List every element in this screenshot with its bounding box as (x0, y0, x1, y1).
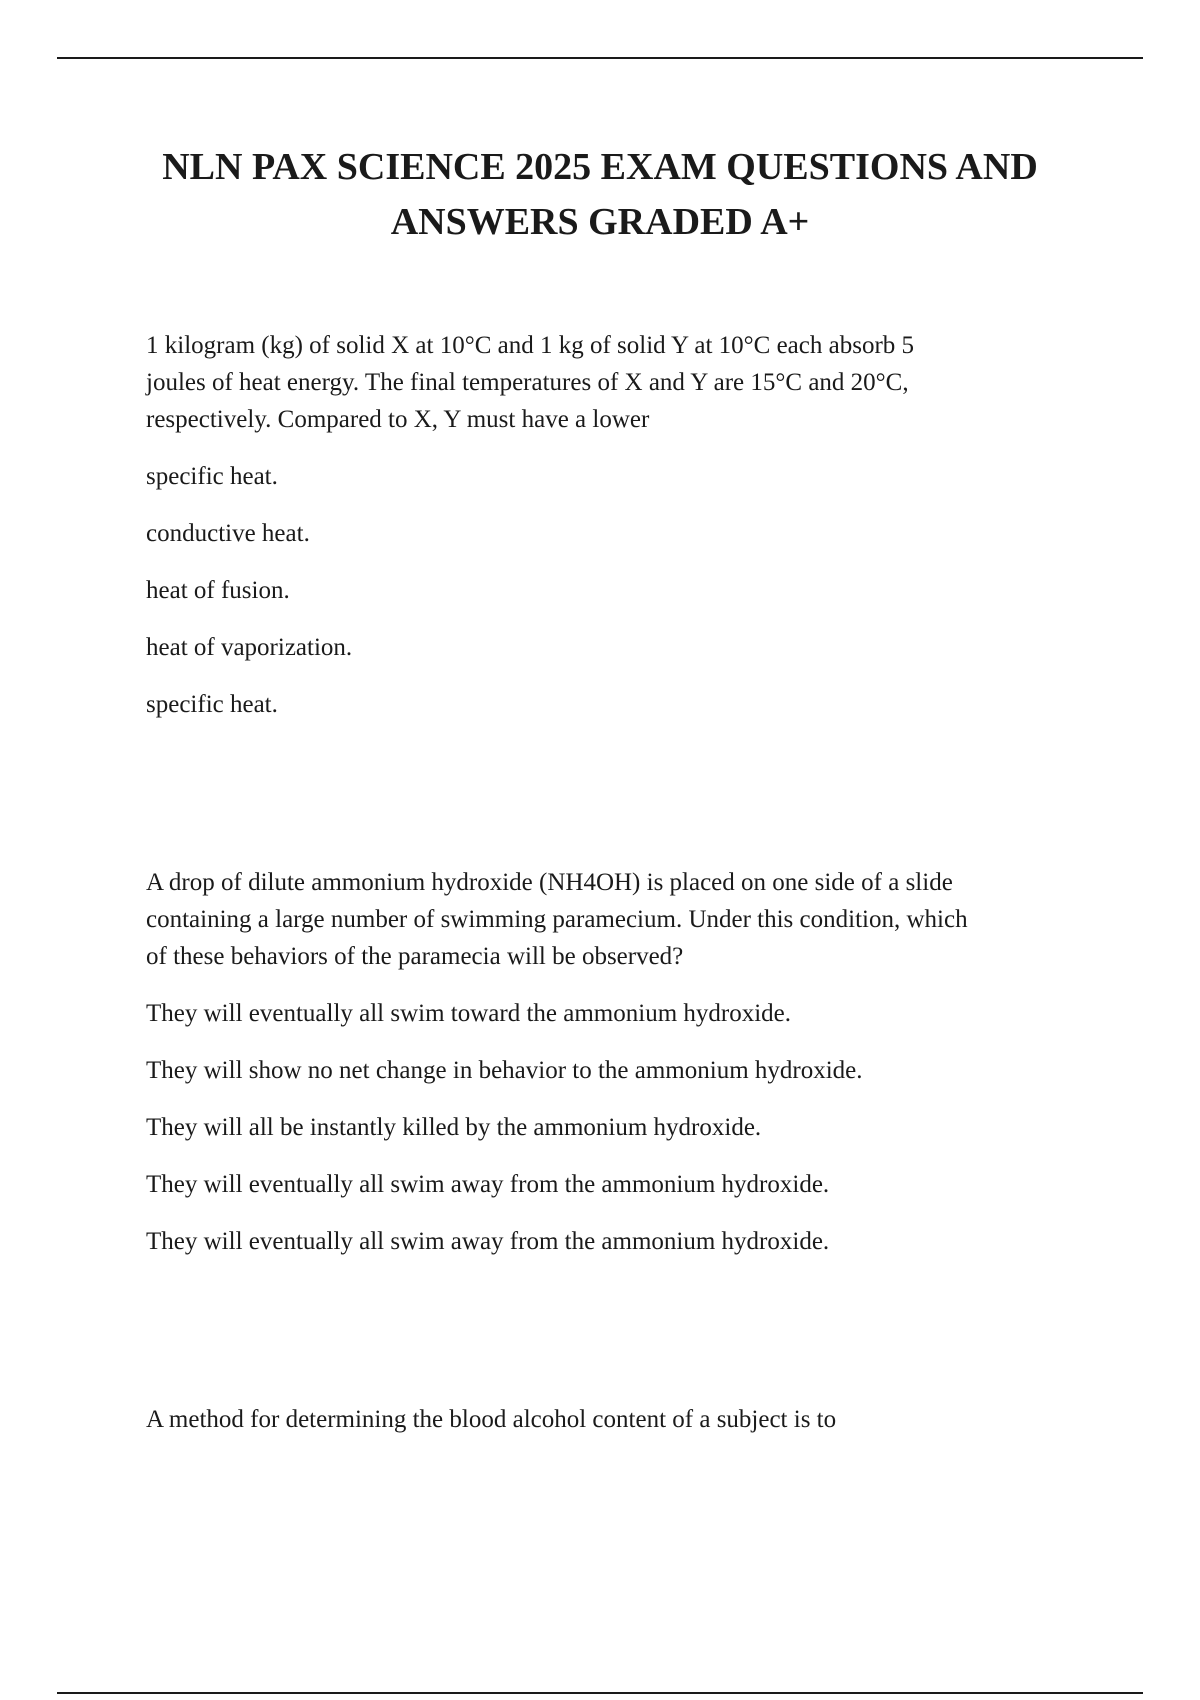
question-1-line-3: respectively. Compared to X, Y must have a lower (146, 406, 650, 433)
question-2-option-3: They will all be instantly killed by the ammonium hydroxide. (146, 1114, 762, 1141)
question-1 (146, 327, 1086, 723)
question-1-answer: specific heat. (146, 691, 278, 718)
question-1-option-1: specific heat. (146, 463, 278, 490)
question-2-line-3: of these behaviors of the paramecia will be observed? (146, 943, 684, 970)
question-1-option-2: conductive heat. (146, 520, 310, 547)
top-divider (57, 57, 1143, 59)
question-2 (146, 864, 1086, 1260)
question-1-option-3: heat of fusion. (146, 577, 290, 604)
question-1-options (146, 458, 1086, 723)
question-2-line-2: containing a large number of swimming paramecium. Under this condition, which (146, 906, 968, 933)
question-3 (146, 1401, 1086, 1438)
title-line-2: ANSWERS GRADED A+ (390, 201, 810, 243)
question-1-line-2: joules of heat energy. The final temperatures of X and Y are 15°C and 20°C, (146, 369, 909, 396)
page-title (100, 140, 1100, 250)
question-2-option-4: They will eventually all swim away from the ammonium hydroxide. (146, 1171, 830, 1198)
question-3-line-1: A method for determining the blood alcohol content of a subject is to (146, 1406, 837, 1433)
question-3-text (146, 1401, 1086, 1438)
question-2-option-1: They will eventually all swim toward the ammonium hydroxide. (146, 1000, 792, 1027)
bottom-divider (57, 1692, 1143, 1694)
question-2-text (146, 864, 1086, 975)
question-2-option-2: They will show no net change in behavior to the ammonium hydroxide. (146, 1057, 863, 1084)
question-2-line-1: A drop of dilute ammonium hydroxide (NH4OH) is placed on one side of a slide (146, 869, 953, 896)
question-1-text (146, 327, 1086, 438)
title-line-1: NLN PAX SCIENCE 2025 EXAM QUESTIONS AND (162, 146, 1038, 188)
question-2-options (146, 995, 1086, 1260)
question-2-answer: They will eventually all swim away from the ammonium hydroxide. (146, 1228, 830, 1255)
question-1-line-1: 1 kilogram (kg) of solid X at 10°C and 1 kg of solid Y at 10°C each absorb 5 (146, 332, 915, 359)
question-1-option-4: heat of vaporization. (146, 634, 353, 661)
